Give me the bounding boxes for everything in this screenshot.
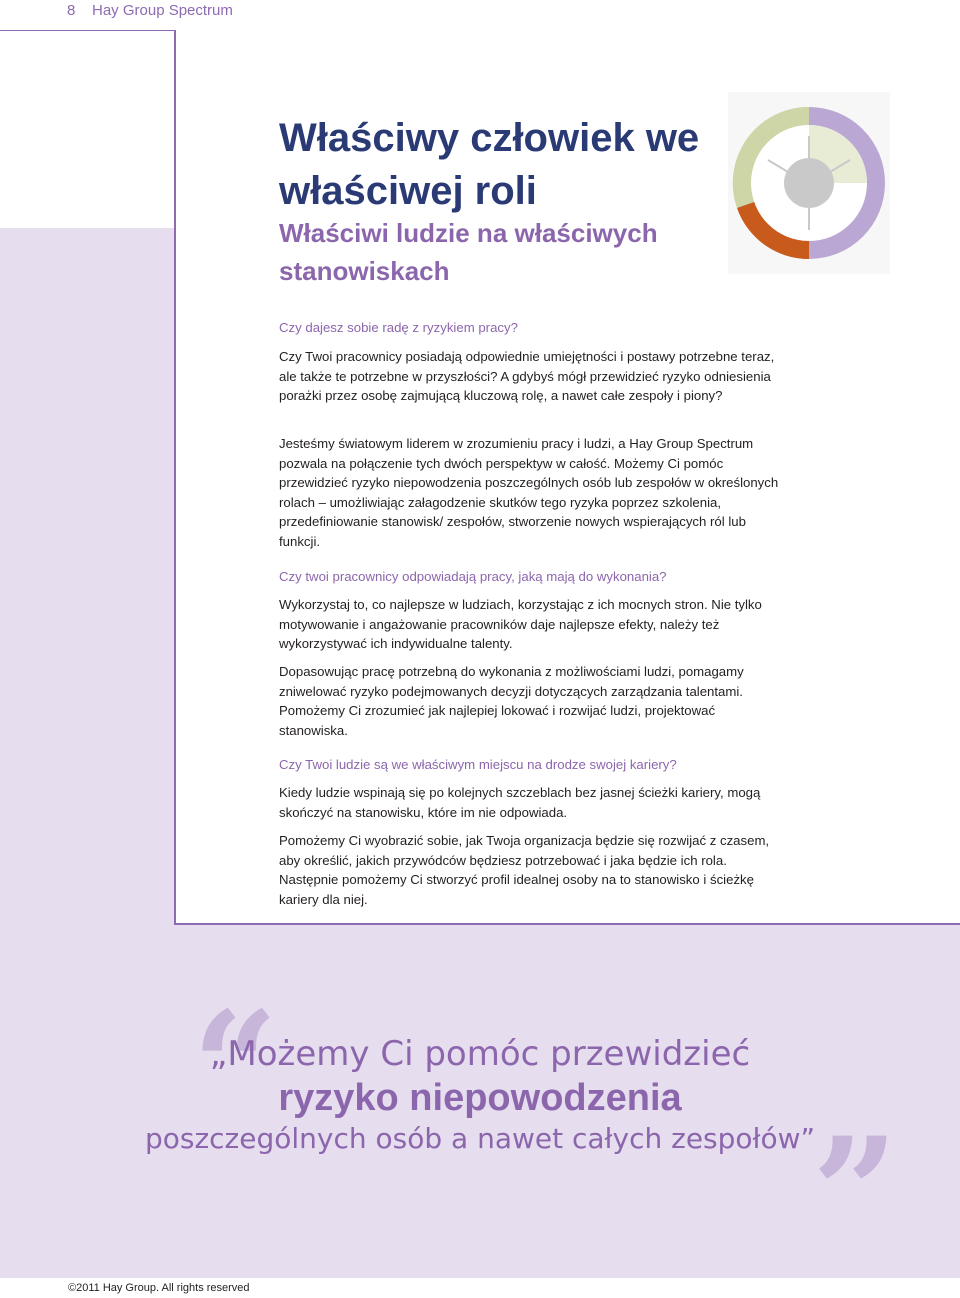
footer-copyright: ©2011 Hay Group. All rights reserved	[68, 1282, 250, 1294]
paragraph-1: Czy Twoi pracownicy posiadają odpowiednie umiejętności i postawy potrzebne teraz, ale także te potrzebne w przyszłości? A gdybyś mógł przewidzieć ryzyko odniesienia porażki przez osobę zajmującą kluczową rolę, a nawet całe zespoły i piony?	[279, 349, 775, 403]
paragraph-5: Kiedy ludzie wspinają się po kolejnych szczeblach bez jasnej ścieżki kariery, mogą skończyć na stanowisku, które im nie odpowiada.	[279, 785, 761, 820]
header-bar	[0, 0, 960, 31]
open-quote-mark-icon: “	[192, 979, 279, 1155]
question-heading-2: Czy twoi pracownicy odpowiadają pracy, jaką mają do wykonania?	[279, 569, 667, 584]
paragraph-6: Pomożemy Ci wyobrazić sobie, jak Twoja organizacja będzie się rozwijać z czasem, aby określić, jakich przywódców będziesz potrzebować i jaka będzie ich rola. Następnie pomożemy Ci stworzyć profil idealnej osoby na to stanowisko i ścieżkę kariery dla niej.	[279, 833, 770, 907]
page-subtitle: Właściwi ludzie na właściwych stanowiskach	[279, 218, 658, 286]
pull-quote-line-1: „Możemy Ci pomóc przewidzieć	[209, 1034, 751, 1074]
paragraph-4: Dopasowując pracę potrzebną do wykonania z możliwościami ludzi, pomagamy zniwelować ryzyko podejmowanych decyzji dotyczących zarządzania talentami. Pomożemy Ci zrozumieć jak najlepiej lokować i rozwijać ludzi, projektować stanowiska.	[279, 664, 744, 738]
question-heading-3: Czy Twoi ludzie są we właściwym miejscu na drodze swojej kariery?	[279, 757, 677, 772]
running-title: Hay Group Spectrum	[92, 2, 233, 19]
paragraph-3: Wykorzystaj to, co najlepsze w ludziach, korzystając z ich mocnych stron. Nie tylko motywowanie i angażowanie pracowników daje najlepsze efekty, należy też wykorzystywać ich indywidualne talenty.	[279, 597, 762, 651]
close-quote-mark-icon: ”	[812, 1105, 899, 1281]
pull-quote-line-2: ryzyko niepowodzenia	[278, 1077, 682, 1119]
spectrum-circle-diagram-icon	[728, 92, 890, 274]
pull-quote-line-3: poszczególnych osób a nawet całych zespołów”	[144, 1122, 816, 1155]
page-number: 8	[67, 2, 76, 19]
page-title: Właściwy człowiek we właściwej roli	[279, 116, 700, 213]
paragraph-2: Jesteśmy światowym liderem w zrozumieniu pracy i ludzi, a Hay Group Spectrum pozwala na połączenie tych dwóch perspektyw w całość. Możemy Ci pomóc przewidzieć ryzyko niepowodzenia poszczególnych osób lub zespołów w określonych rolach – umożliwiając załagodzenie skutków tego ryzyka poprzez szkolenia, przedefiniowanie stanowisk/ zespołów, stworzenie nowych wspierających ról lub funkcji.	[279, 436, 779, 549]
question-heading-1: Czy dajesz sobie radę z ryzykiem pracy?	[279, 320, 518, 335]
